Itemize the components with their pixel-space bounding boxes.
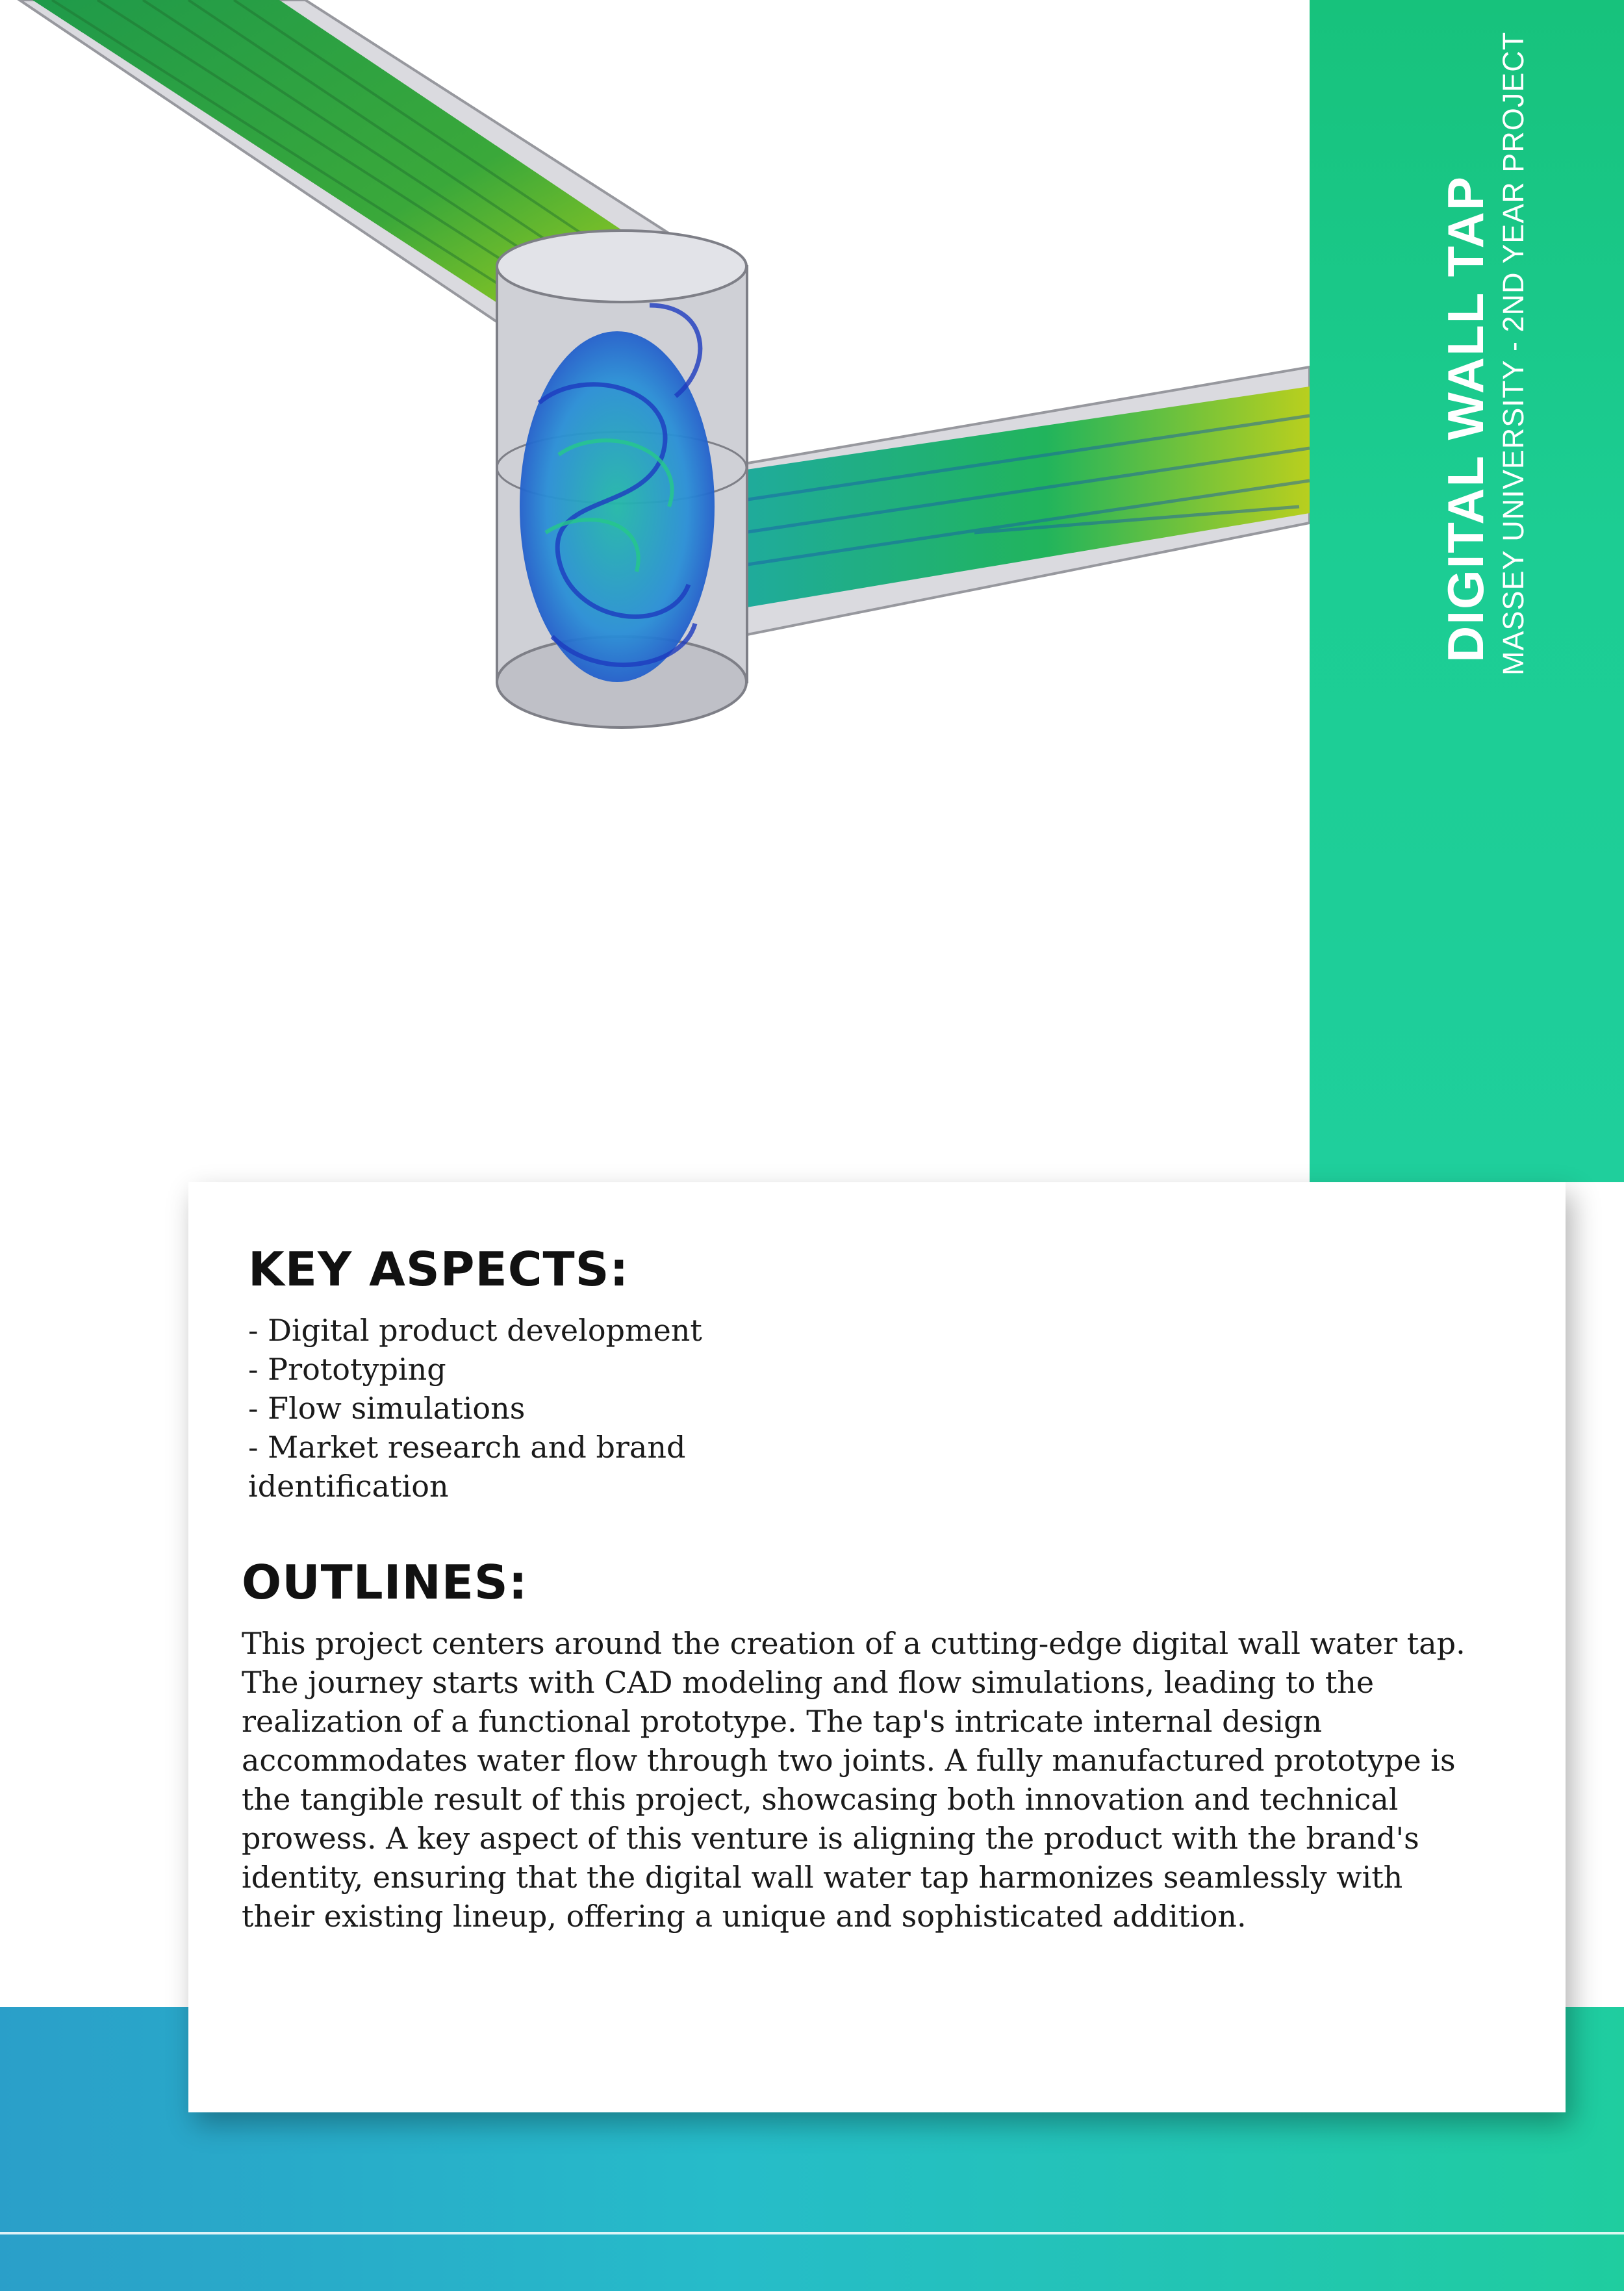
project-title: DIGITAL WALL TAP [1437,175,1494,663]
key-aspects-list [248,1311,755,1506]
key-aspects-heading: KEY ASPECTS: [248,1242,629,1297]
list-item: - Digital product development [248,1313,702,1348]
project-subtitle: MASSEY UNIVERSITY - 2ND YEAR PROJECT [1497,31,1530,676]
list-item: - Market research and brand identification [248,1430,686,1504]
bottom-divider [0,2232,1624,2234]
flow-simulation-image [0,0,1310,747]
outlines-body: This project centers around the creation of a cutting-edge digital wall water tap. The journey starts with CAD modeling and flow simulations, leading to the realization of a functional prototype. The tap's intricate internal design accommodates water flow through two joints. A fully manufactured prototype is the tangible result of this project, showcasing both innovation and technical prowess. A key aspect of this venture is aligning the product with the brand's identity, ensuring that the digital wall water tap harmonizes seamlessly with their existing lineup, offering a unique and sophisticated addition. [242,1626,1465,1934]
list-item: - Flow simulations [248,1391,526,1426]
banner-text-block [1434,31,1533,676]
content-card [188,1182,1566,2112]
outlines-heading: OUTLINES: [242,1555,528,1610]
list-item: - Prototyping [248,1352,446,1387]
